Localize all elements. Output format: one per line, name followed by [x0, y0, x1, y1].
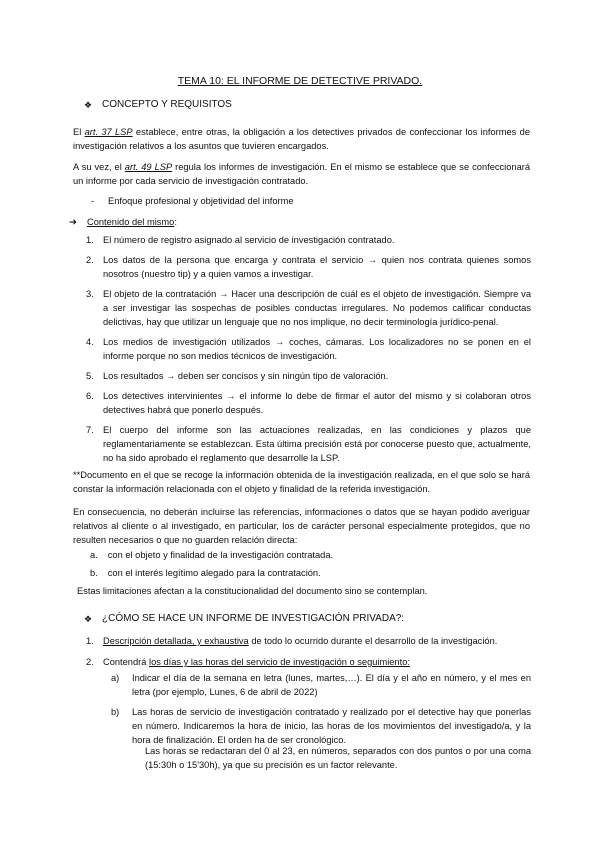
- list-item: 7. El cuerpo del informe son las actuaciones realizadas, en las condiciones y plazos que reglamentariamente se establezcan. Esta última precisión está por conocerse puesto que, actualmente, no ha sido aprobado el reglamento que desarrolle la LSP.: [86, 425, 531, 463]
- como-item-2: 2. Contendrá los días y las horas del servicio de investigación o seguimiento:: [86, 657, 410, 667]
- link-art-37[interactable]: art. 37 LSP: [84, 127, 133, 137]
- list-item: 6. Los detectives intervinientes → el informe lo debe de firmar el autor del mismo y si colaboran otros detectives habrá que ponerlo después.: [86, 391, 531, 415]
- paragraph-art37: El art. 37 LSP establece, entre otras, la obligación a los detectives privados de confeccionar los informes de investigación relativos a los asuntos que tuvieren encargados.: [73, 127, 530, 151]
- letter-item: a. con el objeto y finalidad de la investigación contratada.: [90, 550, 334, 560]
- list-item: 4. Los medios de investigación utilizados → coches, cámaras. Los localizadores no se ponen en el informe porque no son medios técnicos de investigación.: [86, 337, 531, 361]
- page-title: [0, 74, 600, 88]
- note-paragraph: **Documento en el que se recoge la información obtenida de la investigación realizada, en el que solo se hará constar la información relacionada con el objeto y finalidad de la referida investigación.: [73, 470, 530, 494]
- title-prefix: TEMA 10:: [177, 75, 224, 87]
- list-item: 1. El número de registro asignado al servicio de investigación contratado.: [86, 235, 395, 245]
- contenido-list: [86, 233, 531, 465]
- diamond-bullet-icon: ❖: [84, 614, 93, 624]
- dash-item: Enfoque profesional y objetividad del informe: [108, 196, 294, 206]
- list-item: 3. El objeto de la contratación → Hacer una descripción de cuál es el objeto de investigación. Siempre va a ser investigar las sospechas de posibles conductas irregulares. No podemos calificar conductas delictivas, hay que utilizar un lenguaje que no nos implique, no decir terminología jurídico-penal.: [86, 289, 531, 327]
- letter-item: b. con el interés legítimo alegado para la contratación.: [90, 568, 321, 578]
- section-heading-concepto: CONCEPTO Y REQUISITOS: [102, 99, 232, 110]
- dash-marker: -: [91, 196, 95, 206]
- list-item: 2. Los datos de la persona que encarga y contrata el servicio → quien nos contrata quienes somos nosotros (nuestro tip) y a quien vamos a investigar.: [86, 255, 531, 279]
- como-item-1: 1. Descripción detallada, y exhaustiva de todo lo ocurrido durante el desarrollo de la investigación.: [86, 636, 498, 646]
- title-text: EL INFORME DE DETECTIVE PRIVADO.: [223, 75, 423, 87]
- list-item: 5. Los resultados → deben ser concisos y sin ningún tipo de valoración.: [86, 371, 389, 381]
- arrow-icon: ➔: [69, 217, 77, 227]
- list-item: b) Las horas de servicio de investigación contratado y realizado por el detective hay que ponerlas en número. Indicaremos la hora de inicio, las horas de los movimientos del investigado/a, y la hora de finalización. El orden ha de ser cronológico.: [111, 707, 531, 745]
- section-heading-como: ¿CÓMO SE HACE UN INFORME DE INVESTIGACIÓN PRIVADA?:: [102, 613, 405, 624]
- sub-list: [111, 671, 531, 747]
- list-item: a) Indicar el día de la semana en letra (lunes, martes,…). El día y el año en número, y el mes en letra (por ejemplo, Lunes, 6 de abril de 2022): [111, 673, 531, 697]
- diamond-bullet-icon: ❖: [84, 100, 93, 110]
- contenido-heading: Contenido del mismo:: [87, 217, 177, 227]
- limitaciones-paragraph: Estas limitaciones afectan a la constitucionalidad del documento sino se contemplan.: [77, 586, 428, 596]
- paragraph-art49: A su vez, el art. 49 LSP regula los informes de investigación. En el mismo se establece que se confeccionará un informe por cada servicio de investigación contratado.: [73, 162, 531, 186]
- horas-paragraph: Las horas se redactaran del 0 al 23, en números, separados con dos puntos o por una coma (15:30h o 15'30h), ya que su precisión es un factor relevante.: [145, 746, 531, 770]
- link-art-49[interactable]: art. 49 LSP: [124, 162, 173, 172]
- consecuencia-paragraph: En consecuencia, no deberán incluirse las referencias, informaciones o datos que se hayan podido averiguar relativos al cliente o al investigado, en particular, los de carácter personal especialmente protegidos, que no resulten necesarios o que no guarden relación directa:: [73, 507, 530, 545]
